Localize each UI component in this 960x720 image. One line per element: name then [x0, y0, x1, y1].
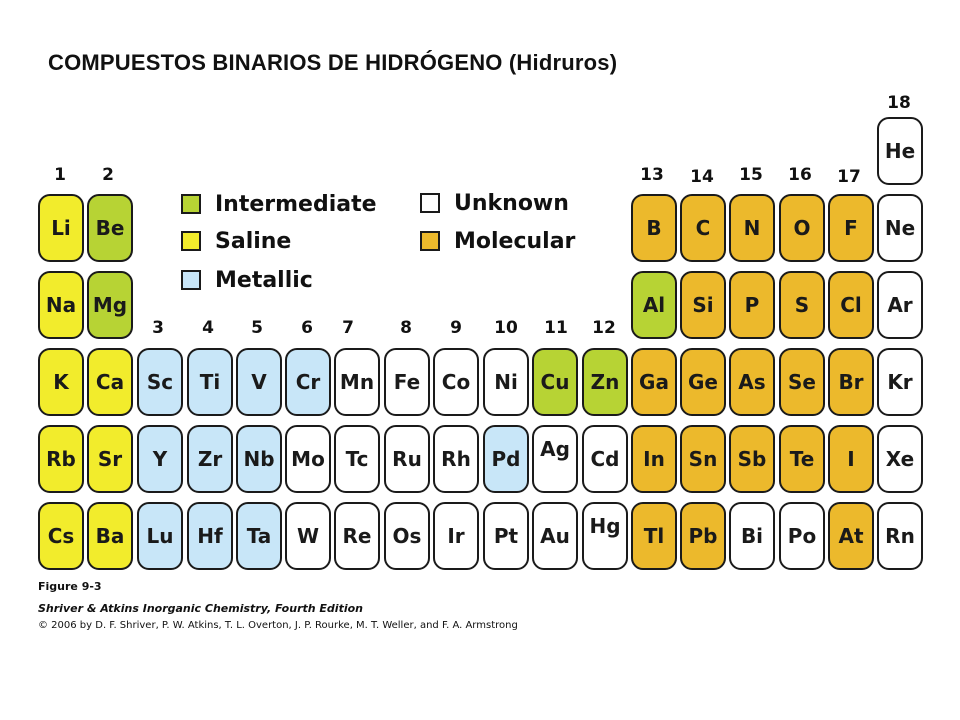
element-mg: Mg	[87, 271, 133, 339]
element-ne: Ne	[877, 194, 923, 262]
group-label-15: 15	[739, 165, 763, 185]
legend-label: Unknown	[454, 190, 569, 216]
element-ar: Ar	[877, 271, 923, 339]
element-zn: Zn	[582, 348, 628, 416]
legend-swatch-saline	[181, 231, 201, 251]
element-w: W	[285, 502, 331, 570]
element-rh: Rh	[433, 425, 479, 493]
legend-swatch-unknown	[420, 193, 440, 213]
element-kr: Kr	[877, 348, 923, 416]
element-nb: Nb	[236, 425, 282, 493]
element-at: At	[828, 502, 874, 570]
group-label-13: 13	[640, 165, 664, 185]
book-title: Shriver & Atkins Inorganic Chemistry, Fourth Edition	[38, 602, 363, 615]
element-ru: Ru	[384, 425, 430, 493]
element-ag: Ag	[532, 425, 578, 493]
element-cl: Cl	[828, 271, 874, 339]
legend-item-intermediate	[181, 189, 377, 219]
group-label-10: 10	[494, 318, 518, 338]
element-si: Si	[680, 271, 726, 339]
element-s: S	[779, 271, 825, 339]
element-ga: Ga	[631, 348, 677, 416]
element-cr: Cr	[285, 348, 331, 416]
element-k: K	[38, 348, 84, 416]
group-label-7: 7	[342, 318, 354, 338]
element-zr: Zr	[187, 425, 233, 493]
copyright-line: © 2006 by D. F. Shriver, P. W. Atkins, T. L. Overton, J. P. Rourke, M. T. Weller, and F. A. Armstrong	[38, 620, 518, 631]
group-label-16: 16	[788, 165, 812, 185]
element-re: Re	[334, 502, 380, 570]
element-li: Li	[38, 194, 84, 262]
element-ti: Ti	[187, 348, 233, 416]
element-as: As	[729, 348, 775, 416]
element-po: Po	[779, 502, 825, 570]
element-te: Te	[779, 425, 825, 493]
element-os: Os	[384, 502, 430, 570]
element-b: B	[631, 194, 677, 262]
element-hg: Hg	[582, 502, 628, 570]
group-label-6: 6	[301, 318, 313, 338]
element-ge: Ge	[680, 348, 726, 416]
element-pb: Pb	[680, 502, 726, 570]
element-sc: Sc	[137, 348, 183, 416]
element-ta: Ta	[236, 502, 282, 570]
legend-swatch-intermediate	[181, 194, 201, 214]
element-au: Au	[532, 502, 578, 570]
element-co: Co	[433, 348, 479, 416]
element-mo: Mo	[285, 425, 331, 493]
group-label-1: 1	[54, 165, 66, 185]
group-label-17: 17	[837, 167, 861, 187]
element-be: Be	[87, 194, 133, 262]
element-bi: Bi	[729, 502, 775, 570]
legend-item-unknown	[420, 188, 569, 218]
group-label-12: 12	[592, 318, 616, 338]
legend-item-saline	[181, 226, 291, 256]
element-ir: Ir	[433, 502, 479, 570]
element-sn: Sn	[680, 425, 726, 493]
group-label-14: 14	[690, 167, 714, 187]
element-he: He	[877, 117, 923, 185]
element-c: C	[680, 194, 726, 262]
element-na: Na	[38, 271, 84, 339]
group-label-4: 4	[202, 318, 214, 338]
group-label-5: 5	[251, 318, 263, 338]
group-label-8: 8	[400, 318, 412, 338]
legend-label: Metallic	[215, 267, 313, 293]
element-pd: Pd	[483, 425, 529, 493]
page-title: COMPUESTOS BINARIOS DE HIDRÓGENO (Hidruros)	[48, 50, 618, 75]
legend-label: Saline	[215, 228, 292, 254]
legend-label: Molecular	[454, 228, 576, 254]
element-xe: Xe	[877, 425, 923, 493]
element-cs: Cs	[38, 502, 84, 570]
element-sr: Sr	[87, 425, 133, 493]
element-cu: Cu	[532, 348, 578, 416]
element-in: In	[631, 425, 677, 493]
element-se: Se	[779, 348, 825, 416]
element-sb: Sb	[729, 425, 775, 493]
figure-number: Figure 9-3	[38, 580, 102, 593]
element-rb: Rb	[38, 425, 84, 493]
element-pt: Pt	[483, 502, 529, 570]
group-label-2: 2	[102, 165, 114, 185]
group-label-11: 11	[544, 318, 568, 338]
element-rn: Rn	[877, 502, 923, 570]
element-al: Al	[631, 271, 677, 339]
group-label-9: 9	[450, 318, 462, 338]
element-ca: Ca	[87, 348, 133, 416]
element-p: P	[729, 271, 775, 339]
element-n: N	[729, 194, 775, 262]
element-mn: Mn	[334, 348, 380, 416]
element-fe: Fe	[384, 348, 430, 416]
element-f: F	[828, 194, 874, 262]
group-label-18: 18	[887, 93, 911, 113]
element-br: Br	[828, 348, 874, 416]
legend-item-molecular	[420, 226, 575, 256]
legend-swatch-metallic	[181, 270, 201, 290]
element-hf: Hf	[187, 502, 233, 570]
element-lu: Lu	[137, 502, 183, 570]
element-ba: Ba	[87, 502, 133, 570]
element-tl: Tl	[631, 502, 677, 570]
legend-item-metallic	[181, 265, 313, 295]
legend-label: Intermediate	[215, 191, 377, 217]
element-o: O	[779, 194, 825, 262]
legend-swatch-molecular	[420, 231, 440, 251]
element-i: I	[828, 425, 874, 493]
element-y: Y	[137, 425, 183, 493]
element-v: V	[236, 348, 282, 416]
group-label-3: 3	[152, 318, 164, 338]
element-ni: Ni	[483, 348, 529, 416]
element-cd: Cd	[582, 425, 628, 493]
element-tc: Tc	[334, 425, 380, 493]
